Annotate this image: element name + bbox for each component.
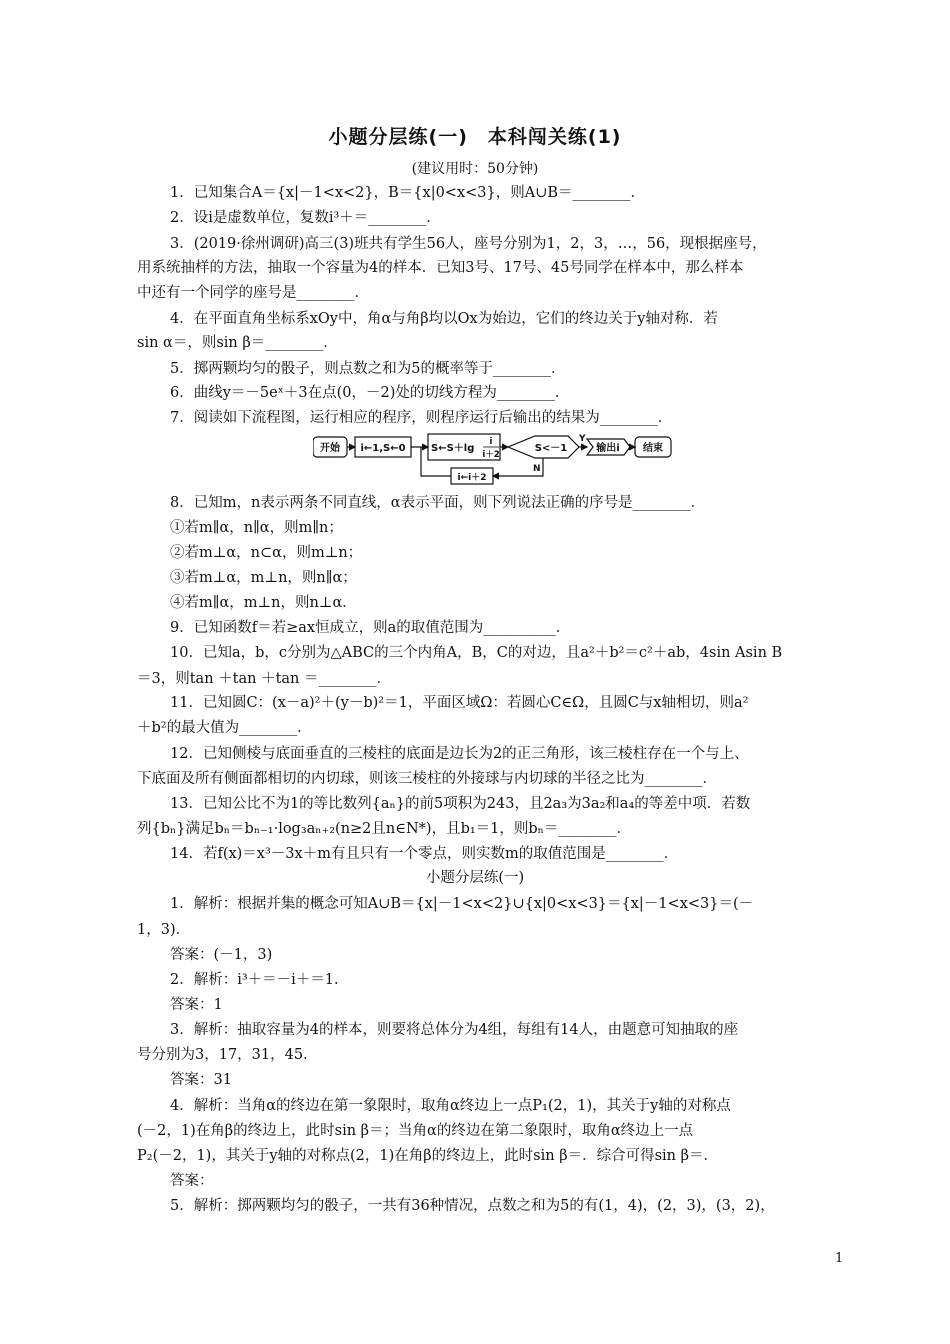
text-line: 答案：(－1，3) (170, 947, 273, 963)
text-line: ①若m∥α，n∥α，则m∥n； (170, 520, 343, 536)
text-line: ③若m⊥α，m⊥n，则n∥α； (170, 570, 357, 586)
flow-yes-label: Y (579, 434, 586, 444)
text-line: 11．已知圆C：(x－a)²＋(y－b)²＝1，平面区域Ω：若圆心C∈Ω，且圆C与x轴相切，则a² (170, 695, 749, 711)
flow-start-label: 开始 (320, 443, 340, 454)
text-line: 1．解析：根据并集的概念可知A∪B＝{x|－1<x<2}∪{x|0<x<3}＝{x|－1<x<3}＝(－ (170, 896, 754, 912)
text-line: 7．阅读如下流程图，运行相应的程序，则程序运行后输出的结果为________． (170, 410, 673, 426)
text-line: 6．曲线y＝－5eˣ＋3在点(0，－2)处的切线方程为________． (170, 385, 570, 401)
flow-update-prefix: S←S＋lg (431, 443, 475, 454)
text-line: ＝3，则tan ＋tan ＋tan ＝________． (137, 671, 391, 687)
text-line: 答案：1 (170, 997, 223, 1013)
text-line: 8．已知m，n表示两条不同直线，α表示平面，则下列说法正确的序号是________． (170, 495, 706, 511)
text-line: 4．解析：当角α的终边在第一象限时，取角α终边上一点P₁(2，1)，其关于y轴的对称点 (170, 1098, 731, 1114)
text-line: 10．已知a，b，c分别为△ABC的三个内角A，B，C的对边，且a²＋b²＝c²＋ab，4sin Asin B (170, 645, 783, 661)
text-line: P₂(－2，1)，其关于y轴的对称点(2，1)在角β的终边上，此时sin β＝．综合可得sin β＝． (137, 1148, 718, 1164)
text-line: 1，3)． (137, 922, 191, 938)
text-line: 14．若f(x)＝x³－3x＋m有且只有一个零点，则实数m的取值范围是________． (170, 846, 679, 862)
text-line: 1．已知集合A＝{x|－1<x<2}，B＝{x|0<x<3}，则A∪B＝________． (170, 185, 646, 201)
text-line: 用系统抽样的方法，抽取一个容量为4的样本．已知3号、17号、45号同学在样本中，那么样本 (137, 260, 744, 276)
text-line: ②若m⊥α，n⊂α，则m⊥n； (170, 545, 363, 561)
text-line: 2．解析：i³＋＝－i＋＝1. (170, 972, 339, 988)
text-line: 12．已知侧棱与底面垂直的三棱柱的底面是边长为2的正三角形，该三棱柱存在一个与上、 (170, 746, 749, 762)
flowchart (313, 431, 673, 485)
text-line: (－2，1)在角β的终边上，此时sin β＝；当角α的终边在第二象限时，取角α终边上一点 (137, 1123, 694, 1139)
text-line: 5．掷两颗均匀的骰子，则点数之和为5的概率等于________． (170, 361, 566, 377)
text-line: 列{bₙ}满足bₙ＝bₙ₋₁·log₃aₙ₊₂(n≥2且n∈N*)，且b₁＝1，则bₙ＝________． (137, 821, 631, 837)
flow-init-label: i←1,S←0 (360, 443, 406, 454)
flow-increment-label: i←i＋2 (457, 473, 487, 483)
text-line: 4．在平面直角坐标系xOy中，角α与角β均以Ox为始边，它们的终边关于y轴对称．若 (170, 311, 718, 327)
text-line: 5．解析：掷两颗均匀的骰子，一共有36种情况，点数之和为5的有(1，4)，(2，3)，(3，2)， (170, 1198, 775, 1214)
text-line: ＋b²的最大值为________． (137, 720, 312, 736)
text-line: 13．已知公比不为1的等比数列{aₙ}的前5项积为243，且2a₃为3a₂和a₄的等差中项．若数 (170, 796, 751, 812)
text-line: 中还有一个同学的座号是________． (137, 285, 369, 301)
text-line: 下底面及所有侧面都相切的内切球，则该三棱柱的外接球与内切球的半径之比为________． (137, 771, 717, 787)
page-title: 小题分层练(一) 本科闯关练(1) (328, 126, 622, 148)
text-line: 答案： (170, 1173, 214, 1189)
flow-end-label: 结束 (643, 443, 663, 454)
text-line: 2．设i是虚数单位，复数i³＋＝________． (170, 210, 441, 226)
text-line: 3．解析：抽取容量为4的样本，则要将总体分为4组，每组有14人，由题意可知抽取的座 (170, 1022, 739, 1038)
flow-condition-label: S<－1 (534, 443, 568, 454)
text-line: sin α＝，则sin β＝________． (137, 335, 338, 351)
text-line: 答案：31 (170, 1072, 232, 1088)
text-line: ④若m∥α，m⊥n，则n⊥α． (170, 595, 357, 611)
text-line: 3．(2019·徐州调研)高三(3)班共有学生56人，座号分别为1，2，3，…，56，现根据座号， (170, 236, 767, 252)
page-subtitle: (建议用时：50分钟) (411, 161, 539, 177)
text-line: 9．已知函数f＝若≥ax恒成立，则a的取值范围为__________． (170, 620, 571, 636)
text-line: 小题分层练(一) (425, 870, 525, 886)
flow-update-denominator: i＋2 (482, 450, 500, 460)
page-number: 1 (835, 1251, 844, 1266)
flow-output-label: 输出i (596, 443, 620, 454)
flow-no-label: N (533, 464, 541, 474)
flow-update-numerator: i (489, 437, 493, 447)
text-line: 号分别为3，17，31，45. (137, 1047, 308, 1063)
